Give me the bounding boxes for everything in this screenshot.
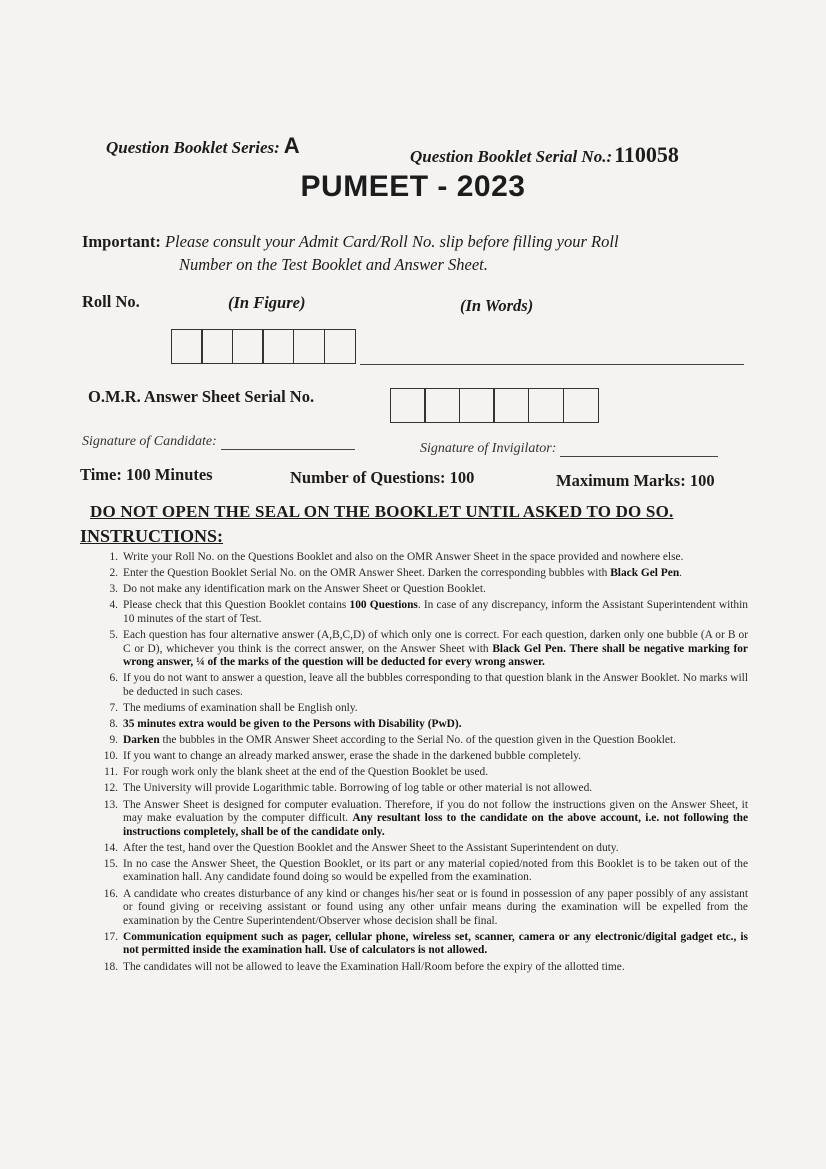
instruction-number: 8. [109, 718, 118, 731]
instruction-number: 10. [103, 750, 118, 763]
instruction-text-part: Please check that this Question Booklet contains [123, 599, 350, 612]
instruction-item [96, 734, 748, 748]
instruction-number: 2. [109, 567, 118, 580]
instruction-text [123, 567, 748, 581]
instruction-text-part: The candidates will not be allowed to leave the Examination Hall/Room before the expiry of the allotted time. [123, 960, 625, 973]
instruction-text [123, 629, 748, 670]
instruction-number: 18. [103, 960, 118, 973]
candidate-signature-label: Signature of Candidate: [82, 434, 217, 449]
instruction-bold-text: Darken [123, 734, 160, 747]
roll-digit-box[interactable] [262, 329, 294, 364]
instruction-item [96, 718, 748, 732]
instruction-number: 6. [109, 672, 118, 685]
invigilator-signature-line[interactable] [560, 442, 718, 457]
instruction-text [123, 718, 748, 732]
instruction-item [96, 750, 748, 764]
instruction-bold-text: 35 minutes extra would be given to the Persons with Disability (PwD). [123, 718, 462, 731]
instruction-item [96, 599, 748, 626]
instruction-bold-text: Black Gel Pen. There shall be negative marking for wrong answer, ¼ of the marks of the question will be deducted for every wrong answer. [123, 642, 748, 669]
instruction-number: 16. [103, 887, 118, 900]
roll-in-words-label: (In Words) [460, 296, 534, 315]
invigilator-signature [420, 441, 718, 457]
instruction-text-part: Enter the Question Booklet Serial No. on the OMR Answer Sheet. Darken the corresponding bubbles with [123, 567, 611, 580]
instruction-text [123, 583, 748, 597]
instruction-text-part: . [679, 567, 683, 580]
omr-digit-box[interactable] [390, 388, 426, 423]
roll-in-words-line[interactable] [360, 364, 744, 365]
instruction-number: 9. [109, 734, 118, 747]
series-label: Question Booklet Series: [106, 138, 280, 157]
instruction-text-part: For rough work only the blank sheet at the end of the Question Booklet be used. [123, 766, 489, 779]
instruction-item [96, 799, 748, 840]
instruction-text [123, 858, 748, 885]
instruction-text [123, 888, 748, 929]
instruction-item [96, 842, 748, 856]
instruction-text-part: Do not make any identification mark on the Answer Sheet or Question Booklet. [123, 583, 486, 596]
instruction-text [123, 750, 748, 764]
series-value: A [283, 133, 300, 158]
serial-value: 110058 [614, 142, 679, 167]
serial-label: Question Booklet Serial No.: [410, 147, 613, 166]
instruction-text-part: The mediums of examination shall be English only. [123, 701, 358, 714]
instruction-number: 13. [103, 798, 118, 811]
instruction-item [96, 888, 748, 929]
important-line-2: Number on the Test Booklet and Answer Sheet. [179, 255, 488, 274]
instruction-text [123, 766, 748, 780]
instruction-item [96, 629, 748, 670]
instruction-number: 15. [103, 857, 118, 870]
instruction-text [123, 672, 748, 699]
instruction-number: 1. [109, 551, 118, 563]
omr-serial-boxes[interactable] [391, 388, 599, 423]
maximum-marks: Maximum Marks: 100 [556, 471, 715, 490]
roll-digit-box[interactable] [201, 329, 233, 364]
instruction-number: 14. [103, 841, 118, 854]
instruction-text-part: After the test, hand over the Question Booklet and the Answer Sheet to the Assistant Superintendent on duty. [123, 841, 619, 854]
omr-digit-box[interactable] [493, 388, 529, 423]
instruction-text [123, 599, 748, 626]
instruction-text [123, 734, 748, 748]
instruction-item [96, 766, 748, 780]
instruction-text [123, 961, 748, 975]
instructions-list [96, 551, 748, 977]
instruction-item [96, 551, 748, 565]
instruction-number: 11. [104, 766, 118, 779]
omr-digit-box[interactable] [563, 388, 599, 423]
instruction-number: 17. [103, 930, 118, 943]
omr-serial-label: O.M.R. Answer Sheet Serial No. [88, 387, 315, 406]
instruction-text-part: If you do not want to answer a question, leave all the bubbles corresponding to that question blank in the Answer Booklet. No marks will be deducted in such cases. [123, 672, 748, 698]
roll-digit-box[interactable] [232, 329, 264, 364]
instruction-text-part: A candidate who creates disturbance of any kind or changes his/her seat or is found in possession of any paper possibly of any assistant or found giving or receiving assistant or found using any other unfair means during the examination will be expelled from the examination by the Centre Superintendent/Observer whose decision shall be final. [123, 887, 748, 927]
instruction-number: 12. [103, 782, 118, 795]
instruction-text-part: Write your Roll No. on the Questions Booklet and also on the OMR Answer Sheet in the space provided and nowhere else. [123, 551, 684, 563]
instruction-text-part: Each question has four alternative answer (A,B,C,D) of which only one is correct. For each question, darken only one bubble (A or B or C or D), whichever you think is the correct answer, on the Answer Sheet with [123, 628, 748, 655]
number-of-questions: Number of Questions: 100 [290, 468, 475, 487]
omr-digit-box[interactable] [459, 388, 495, 423]
instruction-bold-text: 100 Questions [349, 599, 418, 612]
instruction-text [123, 842, 748, 856]
instruction-item [96, 702, 748, 716]
instruction-number: 7. [109, 701, 118, 714]
instruction-item [96, 782, 748, 796]
instruction-item [96, 961, 748, 975]
instruction-text-part: the bubbles in the OMR Answer Sheet according to the Serial No. of the question given in the Question Booklet. [159, 734, 676, 747]
instruction-text-part: . In case of any discrepancy, inform the Assistant Superintendent within 10 minutes of the start of Test. [123, 599, 748, 625]
instruction-text [123, 931, 748, 958]
instruction-bold-text: Black Gel Pen [610, 567, 680, 580]
instruction-text [123, 799, 748, 840]
invigilator-signature-label: Signature of Invigilator: [420, 441, 557, 456]
instruction-number: 3. [109, 583, 118, 596]
roll-no-label: Roll No. [82, 292, 140, 311]
instruction-text-part: The University will provide Logarithmic table. Borrowing of log table or other material is not allowed. [123, 782, 593, 795]
instruction-text-part: The Answer Sheet is designed for computer evaluation. Therefore, if you do not follow the instructions given on the Answer Sheet, it may make evaluation by the computer difficult. [123, 798, 748, 825]
instruction-text [123, 782, 748, 796]
omr-digit-box[interactable] [424, 388, 460, 423]
instruction-number: 4. [109, 599, 118, 612]
important-notice [82, 230, 752, 276]
omr-digit-box[interactable] [528, 388, 564, 423]
important-label: Important: [82, 232, 161, 251]
exam-title: PUMEET - 2023 [300, 170, 526, 203]
instruction-text [123, 702, 748, 716]
roll-digit-box[interactable] [293, 329, 325, 364]
instruction-item [96, 858, 748, 885]
question-booklet-series [106, 133, 300, 159]
roll-number-boxes[interactable] [172, 329, 356, 364]
instruction-item [96, 931, 748, 958]
instruction-text [123, 551, 748, 565]
seal-warning: DO NOT OPEN THE SEAL ON THE BOOKLET UNTIL ASKED TO DO SO. [90, 502, 674, 521]
instruction-item [96, 672, 748, 699]
instruction-item [96, 583, 748, 597]
important-line-1: Please consult your Admit Card/Roll No. slip before filling your Roll [164, 232, 619, 251]
candidate-signature-line[interactable] [221, 435, 355, 450]
instruction-bold-text: Communication equipment such as pager, cellular phone, wireless set, scanner, camera or any electronic/digital gadget etc., is not permitted inside the examination hall. Use of calculators is not allowed. [123, 930, 748, 957]
question-booklet-serial [410, 142, 679, 168]
instructions-heading: INSTRUCTIONS: [80, 526, 224, 546]
instruction-number: 5. [109, 628, 118, 641]
roll-in-figure-label: (In Figure) [228, 293, 306, 312]
instruction-text-part: In no case the Answer Sheet, the Question Booklet, or its part or any material copied/noted from this Booklet is to be taken out of the examination hall. Any candidate found doing so would be expelled from the examination. [123, 857, 748, 884]
roll-digit-box[interactable] [324, 329, 356, 364]
instruction-bold-text: Any resultant loss to the candidate on the above account, i.e. not following the instructions completely, shall be of the candidate only. [123, 812, 749, 838]
time-allowed: Time: 100 Minutes [80, 465, 213, 484]
instruction-item [96, 567, 748, 581]
roll-digit-box[interactable] [171, 329, 203, 364]
candidate-signature [82, 434, 355, 450]
instruction-text-part: If you want to change an already marked answer, erase the shade in the darkened bubble completely. [123, 750, 582, 763]
